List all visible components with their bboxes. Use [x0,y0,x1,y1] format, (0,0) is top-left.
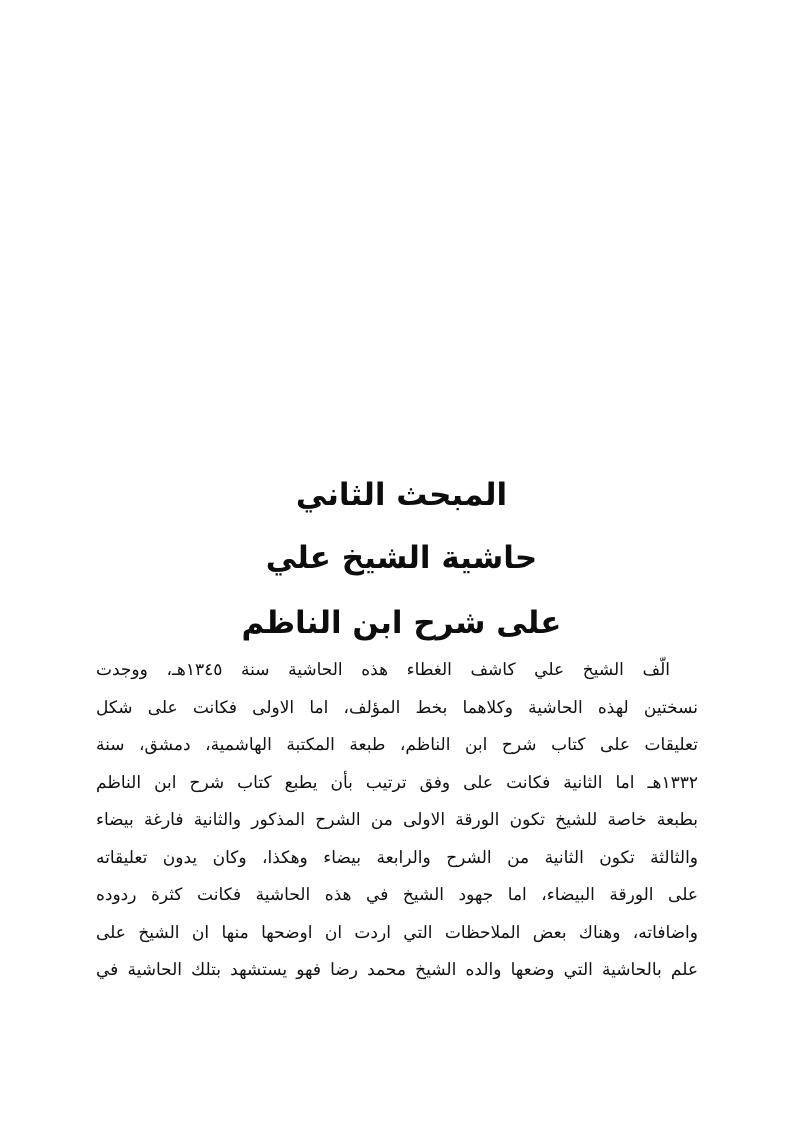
paragraph-line: تعليقات على كتاب شرح ابن الناظم، طبعة المكتبة الهاشمية، دمشق، سنة [96,735,698,755]
paragraph-line: على الورقة البيضاء، اما جهود الشيخ في هذه الحاشية فكانت كثرة ردوده [96,885,698,905]
section-subtitle-2: على شرح ابن الناظم [241,605,562,641]
body-paragraph [96,652,698,990]
paragraph-line: ١٣٣٢هـ اما الثانية فكانت على وفق ترتيب بأن يطبع كتاب شرح ابن الناظم [96,772,698,793]
paragraph-line: نسختين لهذه الحاشية وكلاهما بخط المؤلف، اما الاولى فكانت على شكل [96,697,698,718]
paragraph-line: والثالثة تكون الثانية من الشرح والرابعة بيضاء وهكذا، وكان يدون تعليقاته [96,847,698,868]
paragraph-line: علم بالحاشية التي وضعها والده الشيخ محمد رضا فهو يستشهد بتلك الحاشية في [96,960,698,980]
section-subtitle: حاشية الشيخ علي [265,540,538,576]
paragraph-line: الّف الشيخ علي كاشف الغطاء هذه الحاشية سنة ١٣٤٥هـ، ووجدت [96,660,670,680]
paragraph-line: بطبعة خاصة للشيخ تكون الورقة الاولى من الشرح المذكور والثانية فارغة بيضاء [96,810,698,830]
paragraph-line: واضافاته، وهناك بعض الملاحظات التي اردت ان اوضحها منها ان الشيخ على [96,922,698,943]
section-title: المبحث الثاني [295,477,508,513]
